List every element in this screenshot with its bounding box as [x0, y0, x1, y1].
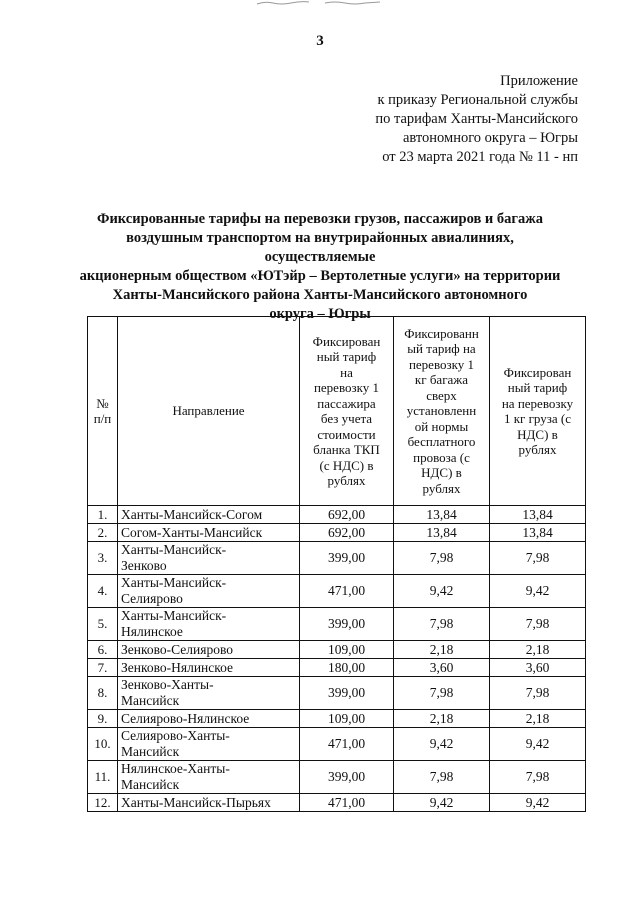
row-number: 8.	[88, 677, 118, 710]
table-row	[88, 608, 586, 641]
header-route	[118, 317, 300, 506]
route-text: Ханты-Мансийск-Согом	[121, 506, 263, 522]
header-text: перевозку 1	[408, 356, 475, 372]
table-row	[88, 677, 586, 710]
route-text: Зенково-Селиярово	[121, 641, 233, 657]
header-text: ный тариф	[507, 380, 568, 395]
passenger-tariff-cell: 471,00	[300, 794, 394, 812]
title-line: Фиксированные тарифы на перевозки грузов, пассажиров и багажа	[96, 211, 543, 227]
row-number: 10.	[88, 728, 118, 761]
baggage-tariff-cell: 7,98	[394, 761, 490, 794]
baggage-tariff-cell: 3,60	[394, 659, 490, 677]
route-cell	[118, 710, 300, 728]
passenger-tariff-cell: 399,00	[300, 608, 394, 641]
route-text: Селиярово-Ханты-	[121, 728, 230, 743]
row-number: 3.	[88, 542, 118, 575]
row-number: 12.	[88, 794, 118, 812]
table-row	[88, 641, 586, 659]
baggage-tariff-cell: 2,18	[394, 641, 490, 659]
title-line: воздушным транспортом на внутрирайонных авиалиниях, осуществляемые	[126, 230, 514, 265]
baggage-tariff-cell: 13,84	[394, 506, 490, 524]
header-text: стоимости	[317, 426, 376, 442]
route-text: Нялинское-Ханты-	[121, 761, 230, 776]
header-text: Фиксированн	[404, 325, 479, 341]
row-number: 7.	[88, 659, 118, 677]
header-text: Направление	[172, 403, 245, 419]
route-text: Зенково-Нялинское	[121, 659, 234, 675]
baggage-tariff-cell: 9,42	[394, 794, 490, 812]
header-text: ый тариф на	[407, 341, 476, 357]
cargo-tariff-cell: 13,84	[490, 524, 586, 542]
table-row	[88, 710, 586, 728]
passenger-tariff-cell: 109,00	[300, 641, 394, 659]
header-cargo-tariff	[490, 317, 586, 506]
route-cell	[118, 659, 300, 677]
title-line: округа – Югры	[269, 306, 371, 322]
title-line: Ханты-Мансийского района Ханты-Мансийского автономного	[112, 287, 528, 303]
passenger-tariff-cell: 692,00	[300, 524, 394, 542]
header-text: НДС) в	[421, 465, 462, 481]
passenger-tariff-cell: 692,00	[300, 506, 394, 524]
header-text: рублях	[518, 442, 557, 457]
header-text: бланка ТКП	[313, 442, 380, 457]
header-text: НДС) в	[517, 426, 558, 442]
header-text: без учета	[320, 411, 373, 426]
baggage-tariff-cell: 7,98	[394, 677, 490, 710]
table-row	[88, 575, 586, 608]
route-cell	[118, 575, 300, 608]
route-text: Мансийск	[121, 777, 180, 792]
route-text: Ханты-Мансийск-Пырьях	[121, 794, 271, 810]
header-text: 1 кг груза (с	[503, 411, 572, 426]
baggage-tariff-cell: 2,18	[394, 710, 490, 728]
table-row	[88, 728, 586, 761]
table-row	[88, 794, 586, 812]
header-text: Фиксирован	[503, 364, 572, 380]
header-text: рублях	[327, 473, 366, 488]
route-text: Селиярово-Нялинское	[121, 710, 250, 726]
baggage-tariff-cell: 9,42	[394, 575, 490, 608]
tariffs-table	[87, 316, 586, 812]
route-cell	[118, 761, 300, 794]
scan-artifact	[255, 0, 385, 6]
appendix-block	[375, 72, 578, 167]
row-number: 5.	[88, 608, 118, 641]
cargo-tariff-cell: 9,42	[490, 728, 586, 761]
cargo-tariff-cell: 2,18	[490, 710, 586, 728]
row-number: 6.	[88, 641, 118, 659]
route-cell	[118, 794, 300, 812]
appendix-line: от 23 марта 2021 года № 11 - нп	[382, 149, 578, 165]
title-line: акционерным обществом «ЮТэйр – Вертолетные услуги» на территории	[79, 268, 561, 284]
cargo-tariff-cell: 2,18	[490, 641, 586, 659]
route-text: Мансийск	[121, 744, 180, 759]
route-text: Ханты-Мансийск-	[121, 608, 227, 623]
appendix-line: по тарифам Ханты-Мансийского	[375, 111, 578, 127]
route-text: Ханты-Мансийск-	[121, 542, 227, 557]
table-row	[88, 659, 586, 677]
route-text: Селиярово	[121, 591, 183, 606]
route-text: Мансийск	[121, 693, 180, 708]
baggage-tariff-cell: 7,98	[394, 608, 490, 641]
document-title	[70, 210, 570, 324]
header-text: перевозку 1	[313, 380, 380, 395]
header-text: рублях	[422, 480, 461, 496]
page-number: 3	[316, 33, 324, 49]
row-number: 2.	[88, 524, 118, 542]
table-header-row	[88, 317, 586, 506]
cargo-tariff-cell: 7,98	[490, 761, 586, 794]
cargo-tariff-cell: 7,98	[490, 677, 586, 710]
route-cell	[118, 728, 300, 761]
header-passenger-tariff	[300, 317, 394, 506]
route-cell	[118, 506, 300, 524]
route-text: Зенково	[121, 558, 167, 573]
passenger-tariff-cell: 399,00	[300, 761, 394, 794]
table-row	[88, 542, 586, 575]
baggage-tariff-cell: 13,84	[394, 524, 490, 542]
header-text: Фиксирован	[312, 333, 381, 349]
route-text: Согом-Ханты-Мансийск	[121, 524, 263, 540]
header-text: установленн	[406, 403, 477, 419]
route-cell	[118, 677, 300, 710]
cargo-tariff-cell: 9,42	[490, 575, 586, 608]
header-text: кг багажа	[414, 372, 469, 388]
header-text: ный тариф	[316, 349, 377, 364]
table-body	[88, 506, 586, 812]
header-text: сверх	[426, 387, 457, 403]
route-cell	[118, 641, 300, 659]
row-number: 9.	[88, 710, 118, 728]
route-text: Ханты-Мансийск-	[121, 575, 227, 590]
cargo-tariff-cell: 3,60	[490, 659, 586, 677]
baggage-tariff-cell: 7,98	[394, 542, 490, 575]
appendix-line: Приложение	[500, 73, 578, 89]
passenger-tariff-cell: 471,00	[300, 728, 394, 761]
appendix-line: к приказу Региональной службы	[377, 92, 578, 108]
passenger-tariff-cell: 180,00	[300, 659, 394, 677]
table-row	[88, 524, 586, 542]
baggage-tariff-cell: 9,42	[394, 728, 490, 761]
cargo-tariff-cell: 13,84	[490, 506, 586, 524]
header-text: провоза (с	[413, 449, 470, 465]
header-text: на перевозку	[501, 395, 574, 411]
route-text: Зенково-Ханты-	[121, 677, 214, 692]
cargo-tariff-cell: 9,42	[490, 794, 586, 812]
table-row	[88, 506, 586, 524]
row-number: 1.	[88, 506, 118, 524]
route-text: Нялинское	[121, 624, 183, 639]
table-row	[88, 761, 586, 794]
route-cell	[118, 608, 300, 641]
header-baggage-tariff	[394, 317, 490, 506]
passenger-tariff-cell: 399,00	[300, 542, 394, 575]
passenger-tariff-cell: 109,00	[300, 710, 394, 728]
passenger-tariff-cell: 399,00	[300, 677, 394, 710]
passenger-tariff-cell: 471,00	[300, 575, 394, 608]
cargo-tariff-cell: 7,98	[490, 542, 586, 575]
header-text: на	[340, 364, 353, 380]
route-cell	[118, 542, 300, 575]
header-text: п/п	[93, 411, 112, 426]
route-cell	[118, 524, 300, 542]
row-number: 4.	[88, 575, 118, 608]
header-text: бесплатного	[407, 434, 476, 450]
header-num	[88, 317, 118, 506]
appendix-line: автономного округа – Югры	[402, 130, 578, 146]
row-number: 11.	[88, 761, 118, 794]
header-text: (с НДС) в	[319, 457, 374, 473]
cargo-tariff-cell: 7,98	[490, 608, 586, 641]
header-text: ой нормы	[414, 418, 469, 434]
header-text: пассажира	[317, 395, 376, 411]
header-text: №	[96, 395, 109, 411]
